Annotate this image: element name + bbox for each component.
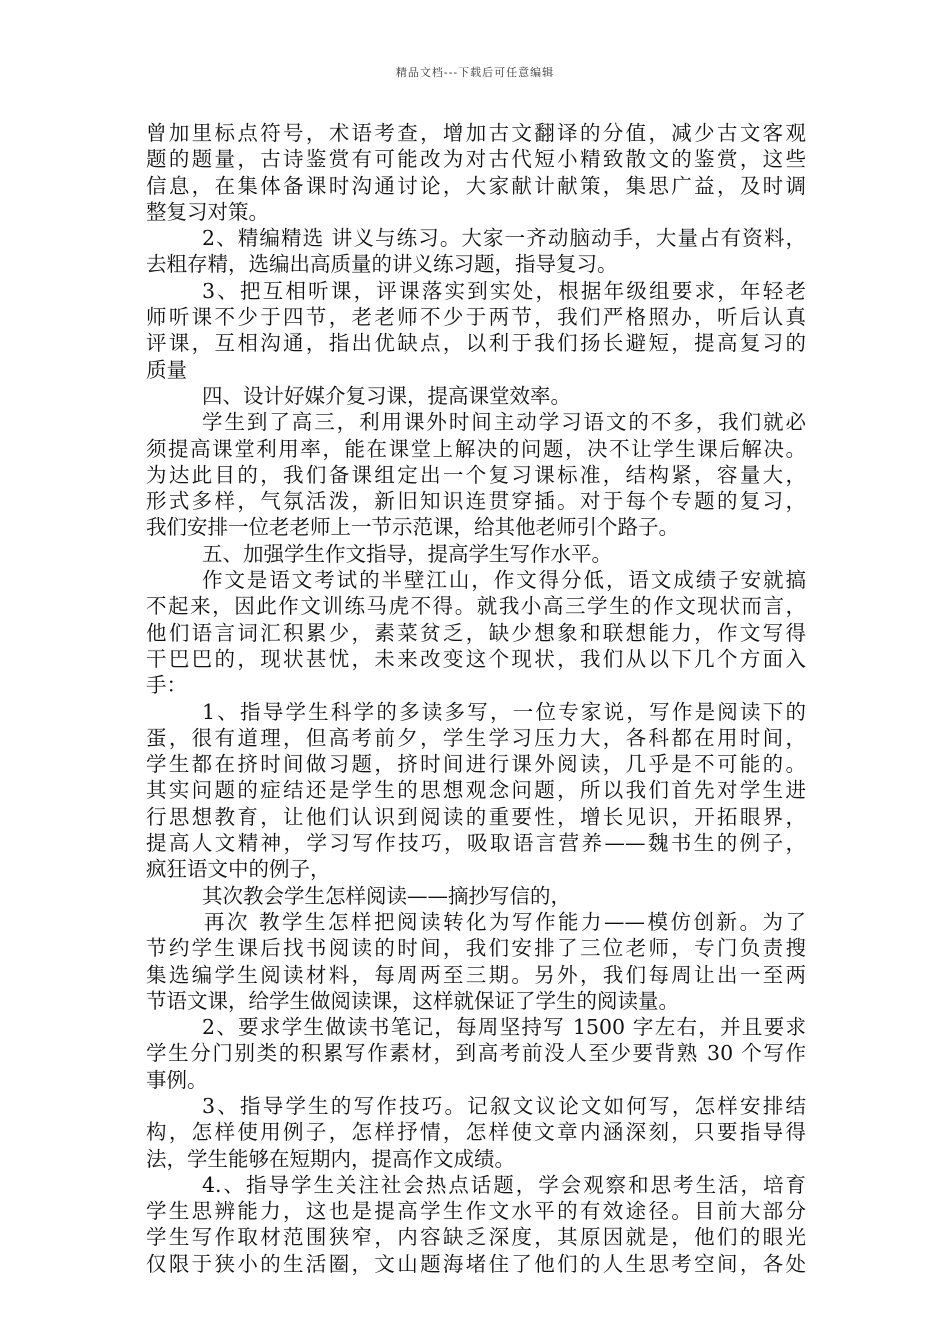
text-line: 学生思辨能力，这也是提高学生作文水平的有效途径。目前大部分: [146, 1199, 806, 1224]
text-line: 构，怎样使用例子，怎样抒情，怎样使文章内涵深刻，只要指导得: [146, 1120, 806, 1145]
text-line: 2、精编精选 讲义与练习。大家一齐动脑动手，大量占有资料，: [202, 226, 806, 251]
text-line: 五、加强学生作文指导，提高学生写作水平。: [202, 541, 612, 566]
text-line: 其次教会学生怎样阅读——摘抄写信的，: [202, 883, 571, 908]
text-line: 信息，在集体备课时沟通讨论，大家献计献策，集思广益，及时调: [146, 173, 806, 198]
text-line: 不起来，因此作文训练马虎不得。就我小高三学生的作文现状而言，: [146, 594, 806, 619]
text-line: 作文是语文考试的半壁江山，作文得分低，语文成绩子安就搞: [202, 568, 806, 593]
text-line: 仅限于狭小的生活圈，文山题海堵住了他们的人生思考空间，各处: [146, 1251, 806, 1276]
text-line: 质量: [146, 357, 187, 382]
text-line: 学生写作取材范围狭窄，内容缺乏深度，其原因就是，他们的眼光: [146, 1225, 806, 1250]
text-line: 评课，互相沟通，指出优缺点，以利于我们扬长避短，提高复习的: [146, 331, 806, 356]
text-line: 干巴巴的，现状甚忧，未来改变这个现状，我们从以下几个方面入: [146, 646, 806, 671]
text-line: 须提高课堂利用率，能在课堂上解决的问题，决不让学生课后解决。: [146, 436, 806, 461]
text-line: 3、指导学生的写作技巧。记叙文议论文如何写，怎样安排结: [202, 1093, 806, 1118]
text-line: 学生到了高三，利用课外时间主动学习语文的不多，我们就必: [202, 410, 806, 435]
text-line: 提高人文精神，学习写作技巧，吸取语言营养——魏书生的例子，: [146, 831, 806, 856]
text-line: 四、设计好媒介复习课，提高课堂效率。: [202, 383, 571, 408]
text-line: 3、把互相听课，评课落实到实处，根据年级组要求，年轻老: [202, 278, 806, 303]
text-line: 题的题量，古诗鉴赏有可能改为对古代短小精致散文的鉴赏，这些: [146, 147, 806, 172]
text-line: 集选编学生阅读材料，每周两至三期。另外，我们每周让出一至两: [146, 962, 806, 987]
text-line: 事例。: [146, 1067, 208, 1092]
text-line: 疯狂语文中的例子，: [146, 857, 331, 882]
text-line: 去粗存精，选编出高质量的讲义练习题，指导复习。: [146, 252, 618, 277]
text-line: 其实问题的症结还是学生的思想观念问题，所以我们首先对学生进: [146, 778, 806, 803]
text-line: 学生都在挤时间做习题，挤时间进行课外阅读，几乎是不可能的。: [146, 752, 806, 777]
text-line: 他们语言词汇积累少，素菜贫乏，缺少想象和联想能力，作文写得: [146, 620, 806, 645]
text-line: 1、指导学生科学的多读多写，一位专家说，写作是阅读下的: [202, 699, 806, 724]
text-line: 师听课不少于四节，老老师不少于两节，我们严格照办，听后认真: [146, 305, 806, 330]
text-line: 手：: [146, 673, 187, 698]
text-line: 4.、指导学生关注社会热点话题，学会观察和思考生活，培育: [202, 1172, 806, 1197]
text-line: 为达此目的，我们备课组定出一个复习课标准，结构紧，容量大，: [146, 462, 806, 487]
text-line: 2、要求学生做读书笔记，每周坚持写 1500 字左右，并且要求: [202, 1015, 806, 1040]
text-line: 蛋，很有道理，但高考前夕，学生学习压力大，各科都在用时间，: [146, 725, 806, 750]
document-body: [146, 120, 806, 1277]
text-line: 行思想教育，让他们认识到阅读的重要性，增长见识，开拓眼界，: [146, 804, 806, 829]
text-line: 学生分门别类的积累写作素材，到高考前没人至少要背熟 30 个写作: [146, 1041, 806, 1066]
text-line: 我们安排一位老老师上一节示范课，给其他老师引个路子。: [146, 515, 679, 540]
page-header: 精品文档---下载后可任意编辑: [395, 66, 555, 79]
text-line: 再次 教学生怎样把阅读转化为写作能力——模仿创新。为了: [204, 909, 806, 934]
text-line: 整复习对策。: [146, 199, 269, 224]
text-line: 形式多样，气氛活泼，新旧知识连贯穿插。对于每个专题的复习，: [146, 489, 806, 514]
text-line: 节语文课，给学生做阅读课，这样就保证了学生的阅读量。: [146, 988, 679, 1013]
text-line: 节约学生课后找书阅读的时间，我们安排了三位老师，专门负责搜: [146, 936, 806, 961]
text-line: 法，学生能够在短期内，提高作文成绩。: [146, 1146, 515, 1171]
text-line: 曾加里标点符号，术语考查，增加古文翻译的分值，减少古文客观: [146, 121, 806, 145]
